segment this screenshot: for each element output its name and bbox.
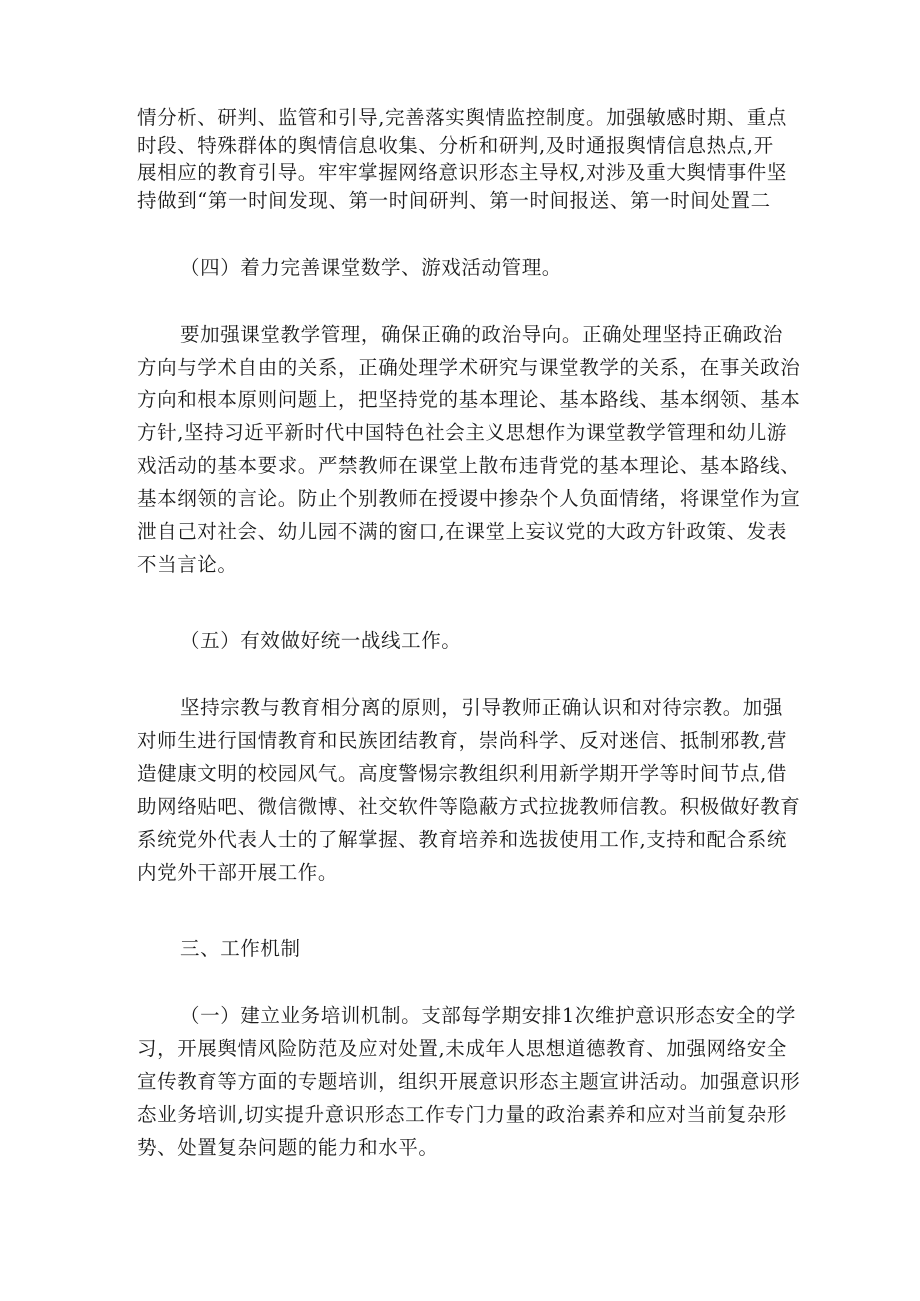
paragraph-line: 对师生进行国情教育和民族团结教育，崇尚科学、反对迷信、抵制邪教,营	[137, 729, 787, 752]
paragraph-line: 习，开展舆情风险防范及应对处置,未成年人思想道德教育、加强网络安全	[137, 1037, 787, 1060]
paragraph-line: 持做到“第一时间发现、第一时间研判、第一时间报送、第一时间处置二	[137, 189, 771, 212]
paragraph-line: 展相应的教育引导。牢牢掌握网络意识形态主导权,对涉及重大舆情事件坚	[137, 161, 787, 184]
paragraph-line: 势、处置复杂问题的能力和水平。	[137, 1136, 439, 1159]
section-title: 三、工作机制	[180, 937, 301, 960]
paragraph-line: 宣传教育等方面的专题培训，组织开展意识形态主题宣讲活动。加强意识形	[137, 1070, 801, 1093]
paragraph-line: 方向和根本原则问题上，把坚持党的基本理论、基本路线、基本纲领、基本	[137, 388, 801, 411]
paragraph-line: 态业务培训,切实提升意识形态工作专门力量的政治素养和应对当前复杂形	[137, 1103, 787, 1126]
paragraph-line: 情分析、研判、监管和引导,完善落实舆情监控制度。加强敏感时期、重点	[137, 106, 787, 129]
paragraph-line: 系统党外代表人士的了解掌握、教育培养和选拔使用工作,支持和配合系统	[137, 828, 787, 851]
paragraph-line: 内党外干部开展工作。	[137, 861, 339, 884]
paragraph-line: 时段、特殊群体的舆情信息收集、分析和研判,及时通报舆情信息热点,开	[137, 134, 774, 157]
paragraph-line: 方向与学术自由的关系，正确处理学术研究与课堂教学的关系，在事关政治	[137, 356, 801, 379]
paragraph-line: 助网络贴吧、微信微博、社交软件等隐蔽方式拉拢教师信教。积极做好教育	[137, 795, 801, 818]
paragraph-line: 不当言论。	[137, 553, 238, 576]
paragraph-line: 要加强课堂教学管理，确保正确的政治导向。正确处理坚持正确政治	[180, 323, 784, 346]
section-heading: （四）着力完善课堂数学、游戏活动管理。	[180, 256, 562, 279]
paragraph-line: 坚持宗教与教育相分离的原则，引导教师正确认识和对待宗教。加强	[180, 696, 784, 719]
paragraph-line: 基本纲领的言论。防止个别教师在授谡中掺杂个人负面情绪，将课堂作为宣	[137, 487, 801, 510]
paragraph-line: 方针,坚持习近平新时代中国特色社会主义思想作为课堂教学管理和幼儿游	[137, 421, 787, 444]
paragraph-line: 戏活动的基本要求。严禁教师在课堂上散布违背党的基本理论、基本路线、	[137, 454, 801, 477]
paragraph-line: （一）建立业务培训机制。支部每学期安排1次维护意识形态安全的学	[180, 1004, 797, 1027]
paragraph-line: 造健康文明的校园风气。高度警惕宗教组织利用新学期开学等时间节点,借	[137, 762, 787, 785]
paragraph-line: 泄自己对社会、幼儿园不满的窗口,在课堂上妄议党的大政方针政策、发表	[137, 520, 787, 543]
section-heading: （五）有效做好统一战线工作。	[180, 629, 462, 652]
